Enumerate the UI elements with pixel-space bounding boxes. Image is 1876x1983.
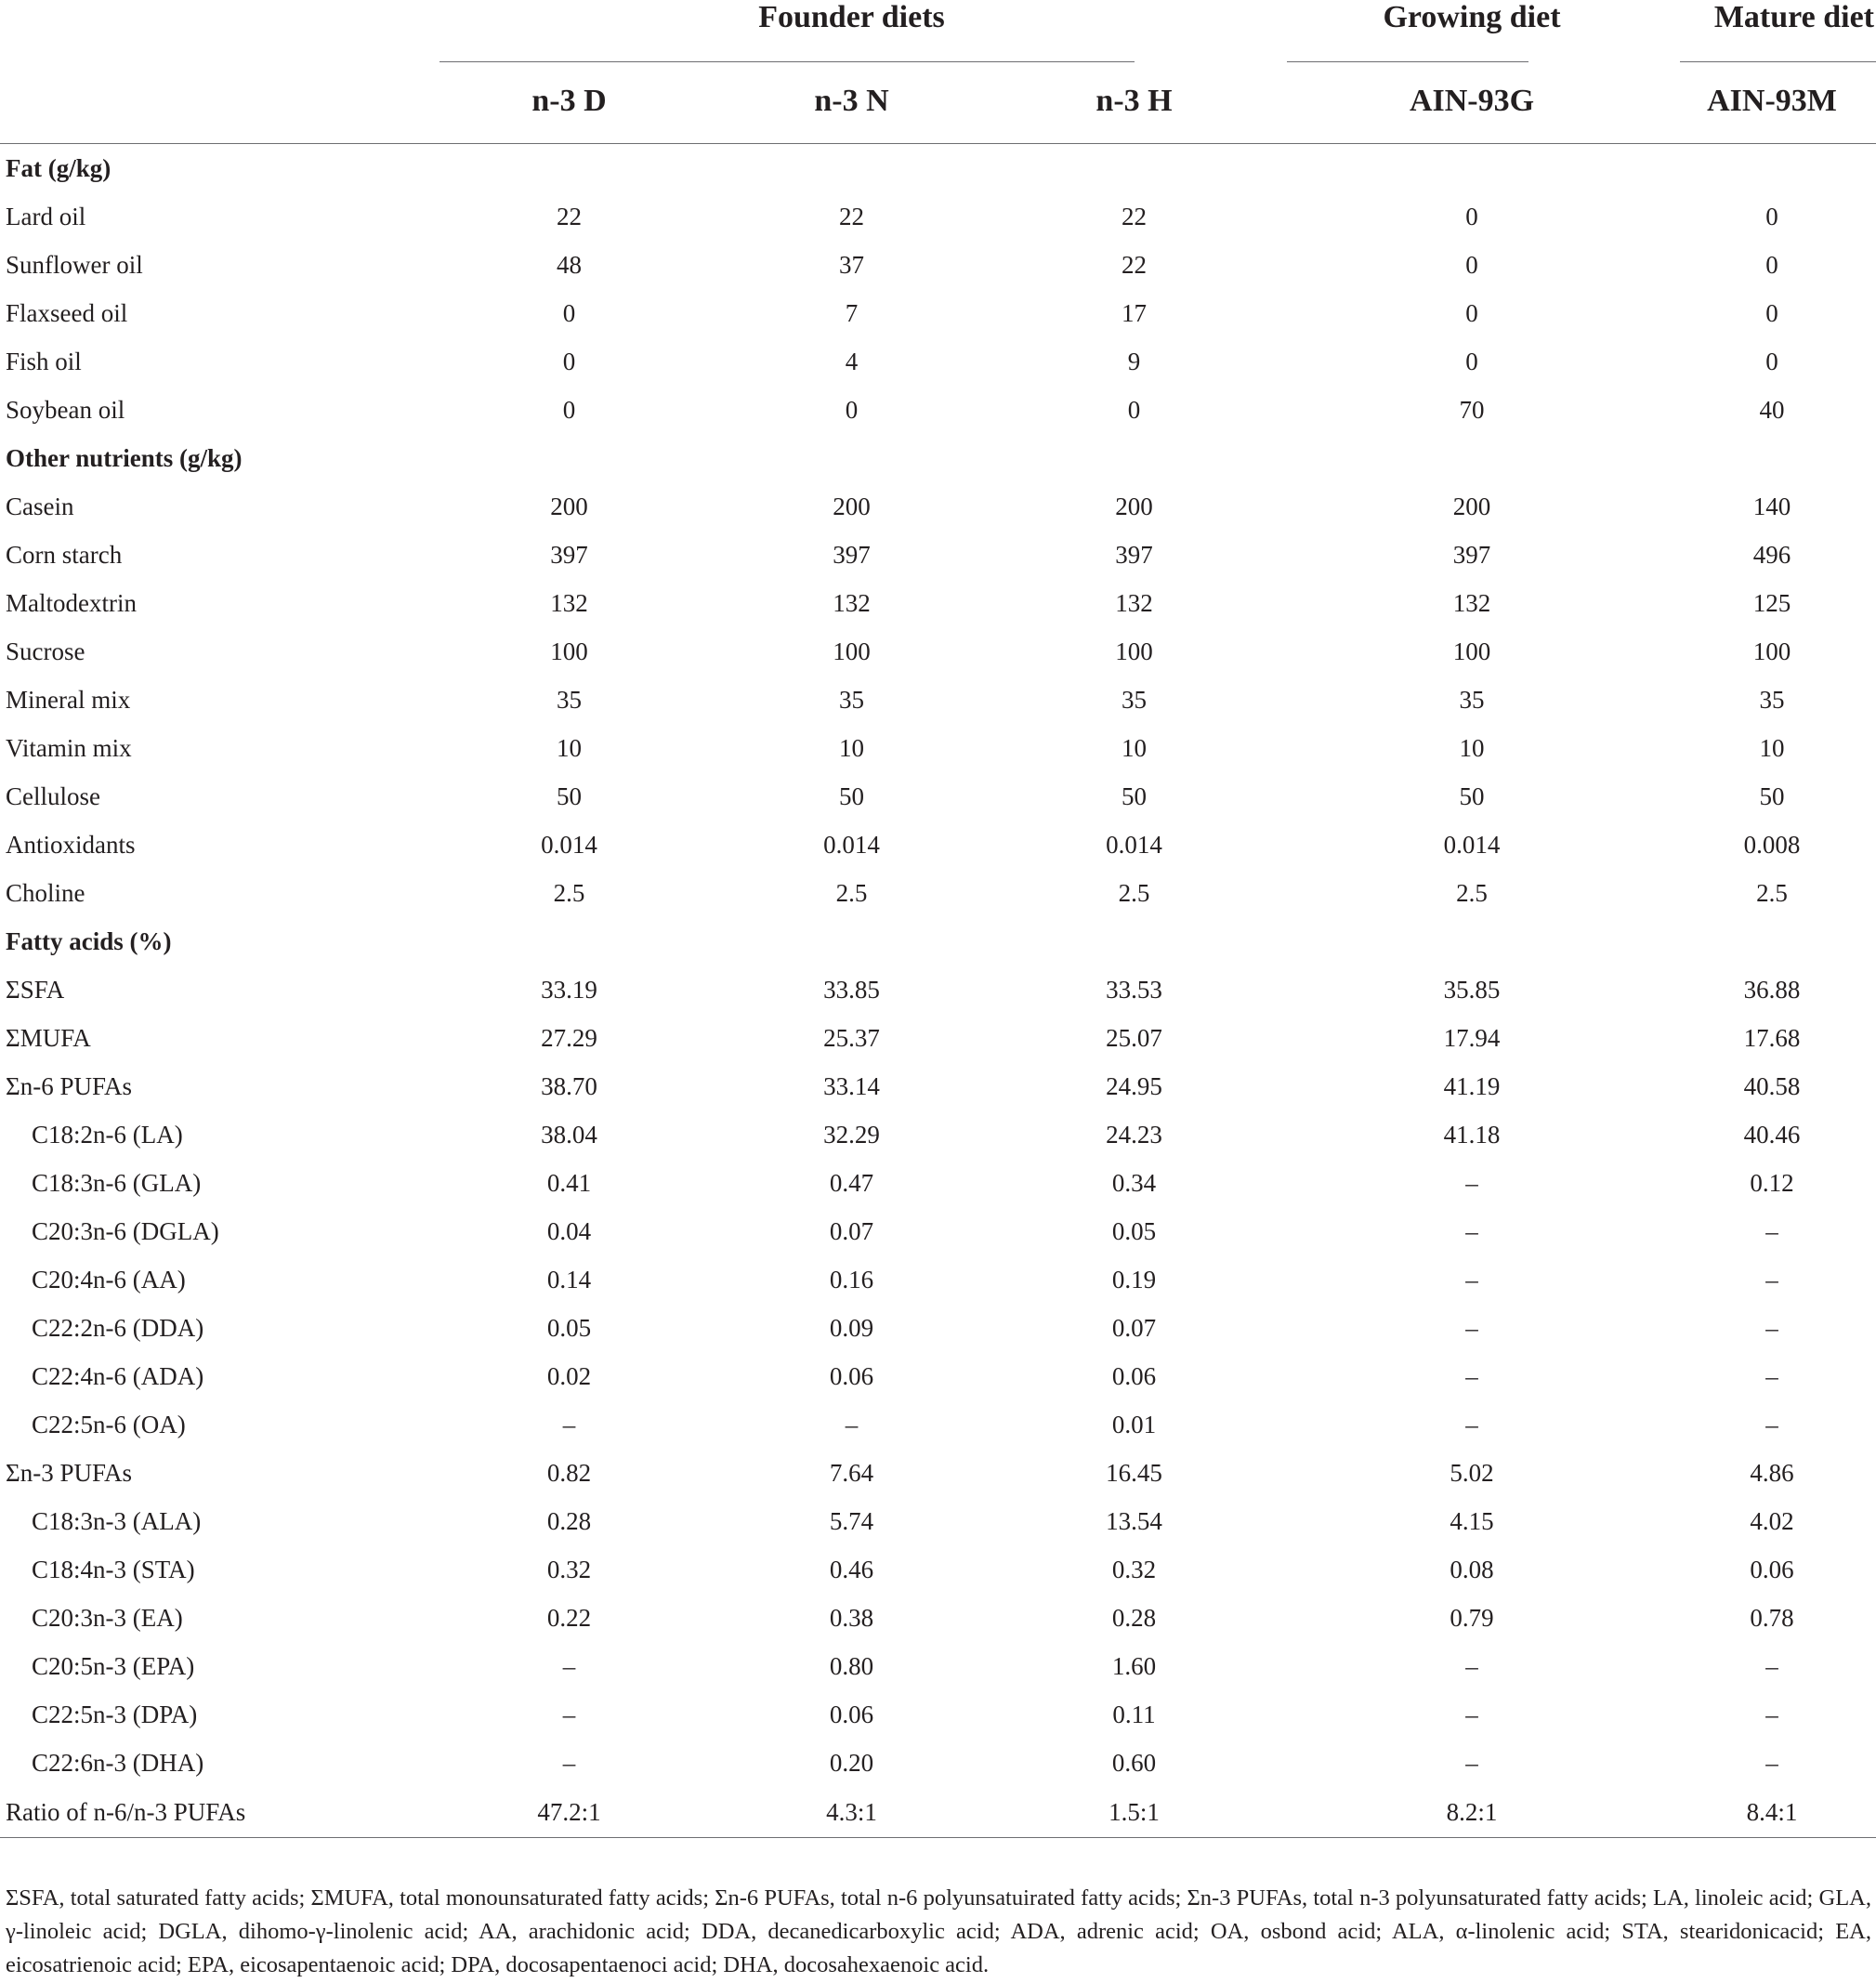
table-row <box>0 531 1876 579</box>
table-row <box>0 1690 1876 1739</box>
table-row <box>0 337 1876 386</box>
value-cell: 25.07 <box>1106 1023 1162 1052</box>
value-cell: 200 <box>1452 492 1491 520</box>
value-cell: 50 <box>1759 781 1785 810</box>
value-cell: 0.46 <box>829 1555 874 1583</box>
value-cell: 0 <box>845 395 859 424</box>
row-label: C18:3n-3 (ALA) <box>32 1506 202 1535</box>
value-cell: 0.80 <box>829 1651 874 1680</box>
growing-group-rule <box>1287 61 1528 62</box>
value-cell: 0.07 <box>829 1216 874 1245</box>
value-cell: 100 <box>1452 637 1491 665</box>
value-cell: 24.23 <box>1106 1120 1162 1149</box>
table-row <box>0 1594 1876 1642</box>
value-cell: 4.02 <box>1750 1506 1794 1535</box>
value-cell: 0.06 <box>829 1700 874 1728</box>
value-cell: 0 <box>1765 347 1778 375</box>
value-cell: 100 <box>1115 637 1153 665</box>
value-cell: 0 <box>1465 298 1478 327</box>
value-cell: 0.14 <box>546 1265 592 1294</box>
value-cell: 22 <box>557 202 582 230</box>
row-label: C18:3n-6 (GLA) <box>32 1168 202 1197</box>
value-cell: 4.3:1 <box>711 1787 992 1838</box>
value-cell: 200 <box>550 492 588 520</box>
value-cell <box>1276 434 1668 482</box>
value-cell: 0.41 <box>546 1168 592 1197</box>
group-header-mature: Mature diet <box>1713 0 1874 34</box>
table-row <box>0 1062 1876 1110</box>
table-row <box>0 482 1876 531</box>
value-cell: 40.58 <box>1743 1071 1801 1100</box>
value-cell <box>992 434 1276 482</box>
value-cell <box>711 144 992 193</box>
value-cell: 0.32 <box>1111 1555 1157 1583</box>
value-cell: 50 <box>839 781 864 810</box>
value-cell: 17 <box>1122 298 1147 327</box>
value-cell: 37 <box>839 250 864 279</box>
value-cell <box>1276 144 1668 193</box>
value-cell: 2.5 <box>835 878 868 907</box>
value-cell: 22 <box>1122 202 1147 230</box>
value-cell: 8.4:1 <box>1668 1787 1876 1838</box>
value-cell: 0.22 <box>546 1603 592 1632</box>
row-label: Mineral mix <box>6 685 131 714</box>
row-label: Sunflower oil <box>6 250 143 279</box>
value-cell <box>992 144 1276 193</box>
row-label: C18:4n-3 (STA) <box>32 1555 195 1583</box>
value-cell <box>427 434 711 482</box>
section-label: Fat (g/kg) <box>6 153 112 182</box>
table-row <box>0 627 1876 676</box>
value-cell: – <box>562 1748 576 1777</box>
value-cell: – <box>1765 1651 1778 1680</box>
value-cell: – <box>562 1410 576 1438</box>
value-cell: 38.04 <box>541 1120 597 1149</box>
table-row <box>0 1449 1876 1497</box>
table-row <box>0 1497 1876 1545</box>
value-cell: 2.5 <box>1456 878 1488 907</box>
table-row <box>0 1352 1876 1400</box>
value-cell: 25.37 <box>823 1023 880 1052</box>
value-cell: 2.5 <box>553 878 585 907</box>
value-cell: 13.54 <box>1106 1506 1162 1535</box>
value-cell: 27.29 <box>541 1023 597 1052</box>
value-cell: 16.45 <box>1106 1458 1162 1487</box>
value-cell: 0.20 <box>829 1748 874 1777</box>
value-cell: 0.06 <box>829 1361 874 1390</box>
value-cell: 35 <box>557 685 582 714</box>
value-cell: 47.2:1 <box>427 1787 711 1838</box>
value-cell: 397 <box>550 540 588 569</box>
value-cell: 4.15 <box>1450 1506 1494 1535</box>
value-cell: 33.19 <box>541 975 597 1004</box>
value-cell: 7.64 <box>829 1458 874 1487</box>
row-label: C20:3n-6 (DGLA) <box>32 1216 219 1245</box>
value-cell: 0.02 <box>546 1361 592 1390</box>
value-cell: 0.16 <box>829 1265 874 1294</box>
value-cell: 0.28 <box>546 1506 592 1535</box>
value-cell: – <box>1465 1168 1478 1197</box>
value-cell: 0.19 <box>1111 1265 1157 1294</box>
founder-group-rule <box>439 61 1135 62</box>
table-row <box>0 821 1876 869</box>
value-cell: 132 <box>1115 588 1153 617</box>
section-header-row <box>0 434 1876 482</box>
row-label: ΣMUFA <box>6 1023 91 1052</box>
value-cell: – <box>1765 1410 1778 1438</box>
row-label: Σn-3 PUFAs <box>6 1458 132 1487</box>
value-cell: 0.12 <box>1750 1168 1794 1197</box>
table-row <box>0 192 1876 241</box>
table-row <box>0 1255 1876 1304</box>
value-cell: 0 <box>1765 298 1778 327</box>
value-cell: 10 <box>839 733 864 762</box>
value-cell: 0.05 <box>546 1313 592 1342</box>
row-label: C18:2n-6 (LA) <box>32 1120 183 1149</box>
value-cell: 7 <box>845 298 859 327</box>
table-body <box>0 144 1876 1838</box>
value-cell: 0.60 <box>1111 1748 1157 1777</box>
value-cell: 0 <box>1465 347 1478 375</box>
value-cell <box>711 434 992 482</box>
value-cell: 50 <box>1122 781 1147 810</box>
group-header-founder: Founder diets <box>758 0 945 34</box>
section-header-row <box>0 917 1876 965</box>
value-cell: 0 <box>562 347 576 375</box>
value-cell: – <box>562 1700 576 1728</box>
section-label: Other nutrients (g/kg) <box>6 443 243 472</box>
value-cell: 0.11 <box>1112 1700 1156 1728</box>
value-cell: 0 <box>1127 395 1141 424</box>
value-cell: 0.07 <box>1111 1313 1157 1342</box>
value-cell: 496 <box>1752 540 1791 569</box>
value-cell: 9 <box>1127 347 1141 375</box>
value-cell: 50 <box>1459 781 1485 810</box>
table-row <box>0 1159 1876 1207</box>
row-label: C22:5n-6 (OA) <box>32 1410 186 1438</box>
row-label: C20:3n-3 (EA) <box>32 1603 183 1632</box>
diet-header-n3d: n-3 D <box>427 59 711 144</box>
value-cell: 0.008 <box>1743 830 1801 859</box>
diet-header-empty <box>0 59 427 144</box>
value-cell: 0.34 <box>1111 1168 1157 1197</box>
value-cell: 0 <box>1765 202 1778 230</box>
table-row <box>0 1787 1876 1838</box>
value-cell: 10 <box>1122 733 1147 762</box>
mature-group-rule <box>1680 61 1876 62</box>
value-cell: – <box>562 1651 576 1680</box>
table-row <box>0 1207 1876 1255</box>
row-label: C20:5n-3 (EPA) <box>32 1651 195 1680</box>
value-cell: 397 <box>1115 540 1153 569</box>
value-cell: 35 <box>1759 685 1785 714</box>
value-cell: 0.014 <box>823 830 880 859</box>
value-cell: 0 <box>1465 250 1478 279</box>
value-cell: 0 <box>1765 250 1778 279</box>
table-row <box>0 965 1876 1014</box>
row-label: Maltodextrin <box>6 588 137 617</box>
value-cell: 35.85 <box>1443 975 1501 1004</box>
value-cell: 5.02 <box>1450 1458 1494 1487</box>
row-label: C22:5n-3 (DPA) <box>32 1700 198 1728</box>
row-label: ΣSFA <box>6 975 65 1004</box>
value-cell: 17.94 <box>1443 1023 1501 1052</box>
row-label: Choline <box>6 878 85 907</box>
table-row <box>0 1642 1876 1690</box>
value-cell: 140 <box>1752 492 1791 520</box>
row-label: C22:6n-3 (DHA) <box>32 1748 204 1777</box>
value-cell <box>427 917 711 965</box>
value-cell: 200 <box>1115 492 1153 520</box>
value-cell: – <box>1465 1651 1478 1680</box>
value-cell: 397 <box>1452 540 1491 569</box>
table-footnote: ΣSFA, total saturated fatty acids; ΣMUFA, total monounsaturated fatty acids; Σn-6 PUFAs, total n-6 polyunsatuirated fatty acids; Σn-3 PUFAs, total n-3 polyunsaturated fatty acids; LA, linoleic acid; GLA, γ-linoleic acid; DGLA, dihomo-γ-linolenic acid; AA, arachidonic acid; DDA, decanedicarboxylic acid; ADA, adrenic acid; OA, osbond acid; ALA, α-linolenic acid; STA, stearidonicacid; EA, eicosatrienoic acid; EPA, eicosapentaenoic acid; DPA, docosapentaenoci acid; DHA, docosahexaenoic acid. <box>6 1885 1871 1977</box>
table-row <box>0 289 1876 337</box>
value-cell: 397 <box>833 540 871 569</box>
diet-header-row <box>0 59 1876 144</box>
value-cell <box>427 144 711 193</box>
value-cell: 0.32 <box>546 1555 592 1583</box>
value-cell: 22 <box>1122 250 1147 279</box>
table-row <box>0 1400 1876 1449</box>
value-cell: 5.74 <box>829 1506 874 1535</box>
value-cell: 10 <box>1759 733 1785 762</box>
value-cell: – <box>1465 1700 1478 1728</box>
value-cell: 0.79 <box>1450 1603 1494 1632</box>
value-cell: 33.53 <box>1106 975 1162 1004</box>
value-cell: 0 <box>562 298 576 327</box>
value-cell: 32.29 <box>823 1120 880 1149</box>
value-cell: 38.70 <box>541 1071 597 1100</box>
value-cell: 0.38 <box>829 1603 874 1632</box>
value-cell: 40 <box>1759 395 1785 424</box>
value-cell: 4.86 <box>1750 1458 1794 1487</box>
value-cell: 0 <box>1465 202 1478 230</box>
value-cell: 0.78 <box>1750 1603 1794 1632</box>
value-cell: 2.5 <box>1756 878 1788 907</box>
table-row <box>0 579 1876 627</box>
value-cell: 70 <box>1459 395 1485 424</box>
value-cell: – <box>1765 1361 1778 1390</box>
row-label: Antioxidants <box>6 830 136 859</box>
row-label: C20:4n-6 (AA) <box>32 1265 186 1294</box>
value-cell: – <box>1765 1265 1778 1294</box>
table-row <box>0 386 1876 434</box>
row-label: C22:2n-6 (DDA) <box>32 1313 204 1342</box>
diet-header-n3n: n-3 N <box>711 59 992 144</box>
row-label: Σn-6 PUFAs <box>6 1071 132 1100</box>
value-cell: 0.01 <box>1111 1410 1157 1438</box>
value-cell: – <box>1465 1748 1478 1777</box>
table-row <box>0 1545 1876 1594</box>
row-label: Cellulose <box>6 781 100 810</box>
value-cell: 41.19 <box>1443 1071 1501 1100</box>
value-cell: 33.85 <box>823 975 880 1004</box>
value-cell: 100 <box>833 637 871 665</box>
value-cell: 17.68 <box>1743 1023 1801 1052</box>
section-header-row <box>0 144 1876 193</box>
value-cell: 200 <box>833 492 871 520</box>
value-cell: 24.95 <box>1106 1071 1162 1100</box>
value-cell: – <box>1465 1216 1478 1245</box>
value-cell <box>1668 917 1876 965</box>
value-cell: 10 <box>1459 733 1485 762</box>
section-label: Fatty acids (%) <box>6 926 172 955</box>
value-cell: 1.5:1 <box>992 1787 1276 1838</box>
value-cell: 8.2:1 <box>1276 1787 1668 1838</box>
value-cell: 0.014 <box>541 830 597 859</box>
group-header-growing: Growing diet <box>1383 0 1561 34</box>
value-cell: 50 <box>557 781 582 810</box>
table-row <box>0 1110 1876 1159</box>
diet-header-n3h: n-3 H <box>992 59 1276 144</box>
value-cell: 125 <box>1752 588 1791 617</box>
value-cell: 4 <box>845 347 859 375</box>
row-label: Sucrose <box>6 637 85 665</box>
row-label: Lard oil <box>6 202 86 230</box>
group-header-row <box>0 0 1876 59</box>
value-cell: 22 <box>839 202 864 230</box>
value-cell: 0.09 <box>829 1313 874 1342</box>
value-cell: – <box>1765 1748 1778 1777</box>
value-cell: 0 <box>562 395 576 424</box>
value-cell: 2.5 <box>1118 878 1150 907</box>
diet-header-ain93g: AIN-93G <box>1276 59 1668 144</box>
value-cell: 10 <box>557 733 582 762</box>
table-row <box>0 1739 1876 1787</box>
value-cell: 0.28 <box>1111 1603 1157 1632</box>
value-cell <box>711 917 992 965</box>
row-label: Casein <box>6 492 74 520</box>
value-cell: 41.18 <box>1443 1120 1501 1149</box>
value-cell: 48 <box>557 250 582 279</box>
value-cell <box>1668 434 1876 482</box>
row-label: Soybean oil <box>6 395 125 424</box>
table-row <box>0 1304 1876 1352</box>
value-cell: – <box>1465 1313 1478 1342</box>
table-row <box>0 869 1876 917</box>
value-cell: 0.05 <box>1111 1216 1157 1245</box>
value-cell: – <box>1765 1313 1778 1342</box>
value-cell: – <box>1465 1361 1478 1390</box>
value-cell: – <box>1465 1410 1478 1438</box>
value-cell: 132 <box>550 588 588 617</box>
row-label: C22:4n-6 (ADA) <box>32 1361 204 1390</box>
value-cell: 1.60 <box>1111 1651 1157 1680</box>
table-row <box>0 724 1876 772</box>
table-row <box>0 676 1876 724</box>
diet-header-ain93m: AIN-93M <box>1668 59 1876 144</box>
row-label: Fish oil <box>6 347 82 375</box>
value-cell: 0.47 <box>829 1168 874 1197</box>
value-cell: – <box>1765 1216 1778 1245</box>
value-cell: 35 <box>839 685 864 714</box>
value-cell: 0.014 <box>1106 830 1162 859</box>
value-cell <box>1276 917 1668 965</box>
value-cell: 132 <box>1452 588 1491 617</box>
row-label: Corn starch <box>6 540 123 569</box>
value-cell: 100 <box>1752 637 1791 665</box>
row-label: Ratio of n-6/n-3 PUFAs <box>0 1787 427 1838</box>
value-cell <box>1668 144 1876 193</box>
value-cell: – <box>845 1410 859 1438</box>
group-header-empty <box>0 0 427 59</box>
table-header <box>0 0 1876 144</box>
value-cell: 0.04 <box>546 1216 592 1245</box>
row-label: Flaxseed oil <box>6 298 128 327</box>
value-cell: 33.14 <box>823 1071 880 1100</box>
table-row <box>0 1014 1876 1062</box>
value-cell: 0.014 <box>1443 830 1501 859</box>
value-cell: 100 <box>550 637 588 665</box>
row-label: Vitamin mix <box>6 733 132 762</box>
value-cell: 0.82 <box>546 1458 592 1487</box>
value-cell <box>992 917 1276 965</box>
value-cell: 35 <box>1459 685 1485 714</box>
value-cell: – <box>1465 1265 1478 1294</box>
value-cell: 40.46 <box>1743 1120 1801 1149</box>
value-cell: – <box>1765 1700 1778 1728</box>
value-cell: 35 <box>1122 685 1147 714</box>
value-cell: 132 <box>833 588 871 617</box>
table-row <box>0 772 1876 821</box>
value-cell: 0.08 <box>1450 1555 1494 1583</box>
value-cell: 0.06 <box>1111 1361 1157 1390</box>
value-cell: 36.88 <box>1743 975 1801 1004</box>
table-row <box>0 241 1876 289</box>
value-cell: 0.06 <box>1750 1555 1794 1583</box>
